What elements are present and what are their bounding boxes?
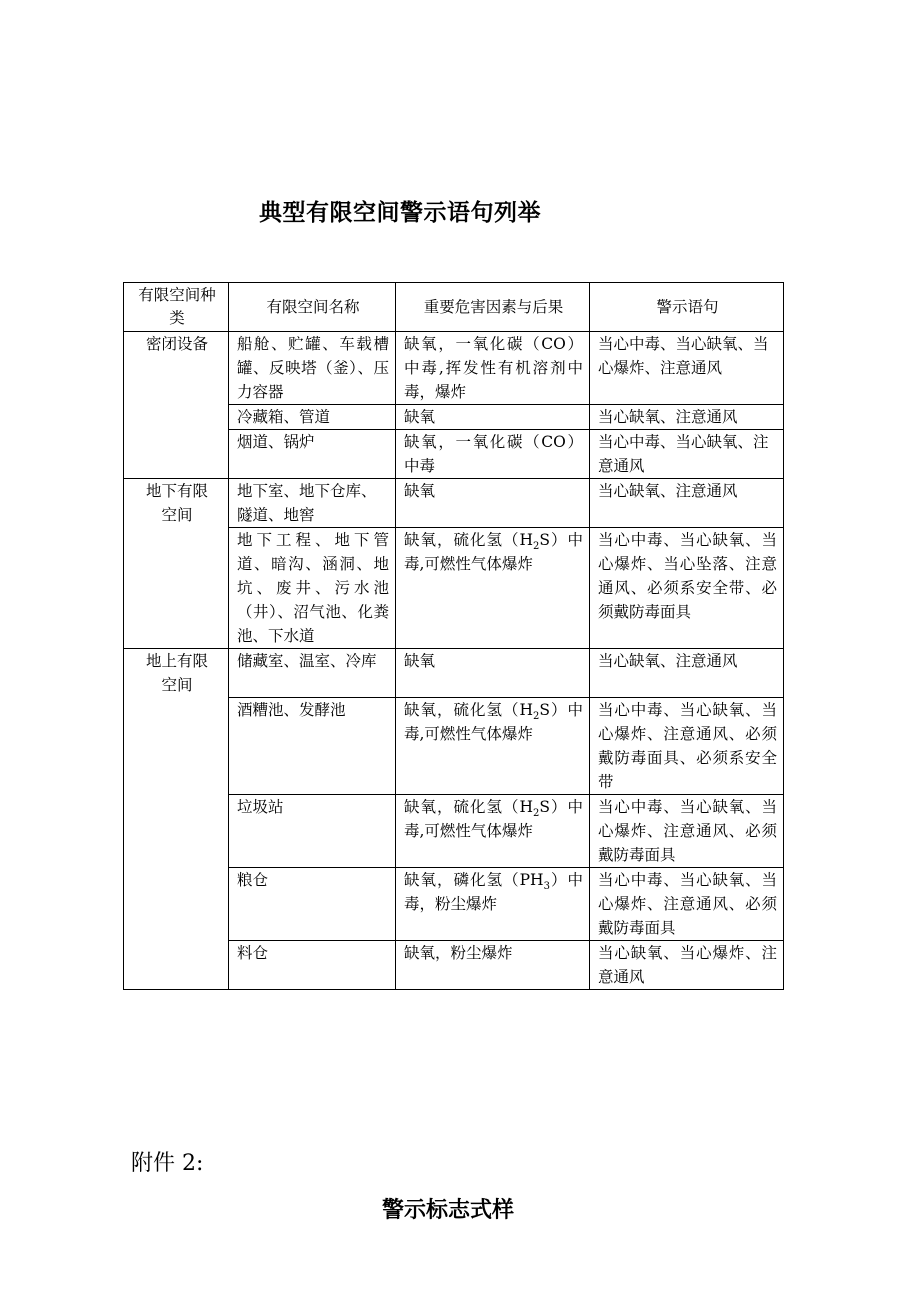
table-row	[124, 649, 784, 698]
space-name-cell: 垃圾站	[229, 795, 396, 868]
hazard-cell: 缺氧	[396, 405, 590, 430]
hazard-cell	[396, 795, 590, 868]
warning-cell: 当心缺氧、当心爆炸、注意通风	[590, 941, 784, 990]
space-name-cell: 地下室、地下仓库、隧道、地窖	[229, 479, 396, 528]
hazard-cell	[396, 698, 590, 795]
hazard-cell	[396, 868, 590, 941]
document-title: 典型有限空间警示语句列举	[259, 200, 541, 226]
space-name-cell: 粮仓	[229, 868, 396, 941]
space-name-cell: 冷藏箱、管道	[229, 405, 396, 430]
hazard-text: ）中毒，粉尘爆炸	[404, 871, 583, 913]
hazard-text: S）中毒,可燃性气体爆炸	[404, 701, 583, 743]
warning-cell: 当心中毒、当心缺氧、注意通风	[590, 430, 784, 479]
hazard-text: 缺氧，硫化氢（H	[404, 798, 533, 816]
hazard-text: 缺氧，硫化氢（H	[404, 701, 533, 719]
category-cell: 密闭设备	[124, 332, 229, 479]
hazard-cell: 缺氧	[396, 479, 590, 528]
warning-cell: 当心中毒、当心缺氧、当心爆炸、注意通风	[590, 332, 784, 405]
space-name-cell: 酒糟池、发酵池	[229, 698, 396, 795]
warning-cell: 当心缺氧、注意通风	[590, 649, 784, 698]
space-name-cell: 地下工程、地下管道、暗沟、涵洞、地坑、废井、污水池（井）、沼气池、化粪池、下水道	[229, 528, 396, 649]
hazard-cell: 缺氧，一氧化碳（CO）中毒,挥发性有机溶剂中毒，爆炸	[396, 332, 590, 405]
space-name-cell: 烟道、锅炉	[229, 430, 396, 479]
warning-cell: 当心中毒、当心缺氧、当心爆炸、注意通风、必须戴防毒面具	[590, 868, 784, 941]
category-label: 地下有限空间	[145, 482, 208, 524]
header-category: 有限空间种类	[124, 283, 229, 332]
header-space-name: 有限空间名称	[229, 283, 396, 332]
table-row	[124, 332, 784, 405]
hazard-cell: 缺氧，粉尘爆炸	[396, 941, 590, 990]
subscript: 2	[533, 711, 540, 723]
hazard-text: S）中毒,可燃性气体爆炸	[404, 798, 583, 840]
warning-cell: 当心缺氧、注意通风	[590, 405, 784, 430]
category-label: 地上有限空间	[145, 652, 208, 694]
warning-cell: 当心中毒、当心缺氧、当心爆炸、注意通风、必须戴防毒面具	[590, 795, 784, 868]
warning-cell: 当心中毒、当心缺氧、当心爆炸、当心坠落、注意通风、必须系安全带、必须戴防毒面具	[590, 528, 784, 649]
subscript: 3	[543, 881, 550, 893]
warning-statements-table	[123, 282, 784, 990]
table-row	[124, 479, 784, 528]
appendix-label: 附件 2:	[131, 1151, 204, 1176]
hazard-cell: 缺氧	[396, 649, 590, 698]
hazard-text: 缺氧，硫化氢（H	[404, 531, 533, 549]
warning-cell: 当心中毒、当心缺氧、当心爆炸、注意通风、必须戴防毒面具、必须系安全带	[590, 698, 784, 795]
category-cell	[124, 649, 229, 990]
hazard-cell	[396, 528, 590, 649]
section-title: 警示标志式样	[381, 1198, 514, 1223]
space-name-cell: 船舱、贮罐、车载槽罐、反映塔（釜）、压力容器	[229, 332, 396, 405]
space-name-cell: 储藏室、温室、冷库	[229, 649, 396, 698]
category-cell	[124, 479, 229, 649]
subscript: 2	[533, 808, 540, 820]
header-hazards: 重要危害因素与后果	[396, 283, 590, 332]
header-warnings: 警示语句	[590, 283, 784, 332]
warning-cell: 当心缺氧、注意通风	[590, 479, 784, 528]
hazard-cell: 缺氧，一氧化碳（CO）中毒	[396, 430, 590, 479]
hazard-text: S）中毒,可燃性气体爆炸	[404, 531, 583, 573]
table-header-row	[124, 283, 784, 332]
subscript: 2	[533, 541, 540, 553]
space-name-cell: 料仓	[229, 941, 396, 990]
hazard-text: 缺氧，磷化氢（PH	[404, 871, 544, 889]
